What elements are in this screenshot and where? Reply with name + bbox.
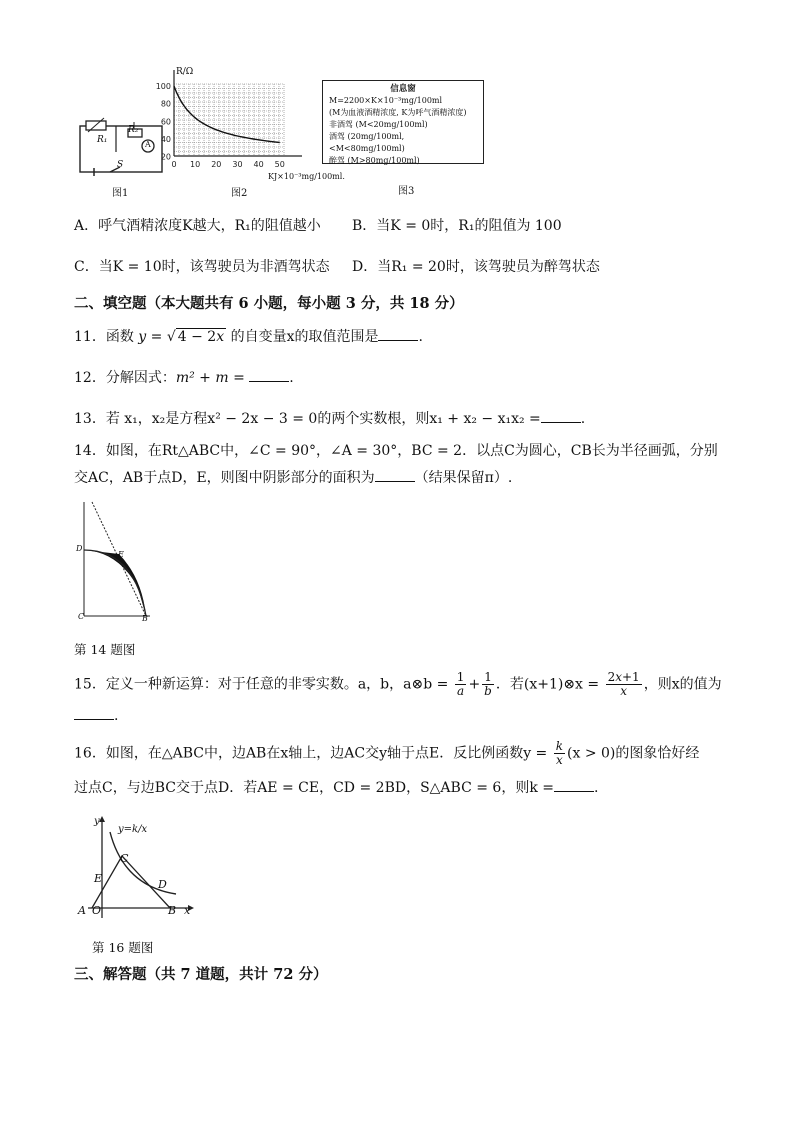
q15-end: . — [114, 708, 119, 724]
q14-label-d: D — [76, 544, 83, 553]
q16-label-func: y=k/x — [118, 824, 148, 835]
info-line: 非酒驾 (M<20mg/100ml) — [329, 120, 428, 129]
graph-ylabel: R/Ω — [176, 67, 194, 77]
section-answer-heading: 三、解答题（共 7 道题，共计 72 分） — [74, 966, 328, 983]
q16-end: . — [594, 780, 599, 796]
switch-label: S — [117, 160, 124, 170]
q14-label-b: B — [142, 614, 148, 623]
q16-text-end: (x > 0)的图象恰好经 — [567, 745, 700, 762]
question-15: 15．定义一种新运算：对于任意的非零实数。a，b，a⊗b = $\frac{1}{a}$ + $\frac{1}{b}$ ．若(x+1)⊗x = $\frac{2x+1}{x}$ ，则x的值为 — [74, 670, 722, 698]
answer-blank — [74, 706, 114, 720]
info-line: 酒驾 (20mg/100ml,<M<80mg/100ml) — [329, 132, 405, 153]
q14-label-c: C — [78, 612, 85, 621]
question-15-line2 — [74, 706, 118, 726]
answer-blank — [249, 368, 289, 382]
q16-label-d: D — [158, 878, 167, 891]
q16-label-y: y — [94, 816, 100, 827]
question-14-line1: 14．如图，在Rt△ABC中，∠C = 90°，∠A = 30°，BC = 2．以点C为圆心，CB长为半径画弧，分别 — [74, 443, 718, 459]
info-line: M=2200×K×10⁻³mg/100ml — [329, 96, 443, 105]
y-tick-label: 80 — [160, 99, 171, 109]
answer-blank — [541, 409, 581, 423]
info-line: 醉驾 (M>80mg/100ml) — [329, 156, 420, 165]
q15-prefix: 15．定义一种新运算：对于任意的非零实数。a，b，a⊗b = — [74, 676, 449, 693]
option-c: C．当K = 10时，该驾驶员为非酒驾状态 — [74, 259, 330, 275]
q12-end: . — [289, 370, 294, 386]
question-13 — [74, 409, 585, 429]
y-tick-label: 100 — [155, 82, 171, 91]
graph-xlabel: KJ×10⁻³mg/100ml. — [268, 172, 345, 181]
fig1-caption: 图1 — [112, 188, 129, 199]
q13-prefix: 13．若 — [74, 411, 120, 427]
y-tick-label: 40 — [160, 134, 171, 144]
question-14-line2 — [74, 468, 512, 488]
info-line: (M为血液酒精浓度, K为呼气酒精浓度) — [329, 108, 467, 117]
option-b: B．当K = 0时，R₁的阻值为 100 — [352, 218, 562, 234]
x-tick-label: 10 — [190, 160, 201, 169]
q16-label-b: B — [168, 904, 177, 917]
q15-text-end: ，则x的值为 — [643, 676, 722, 693]
q16-text: 16．如图，在△ABC中，边AB在x轴上，边AC交y轴于点E．反比例函数y = — [74, 745, 548, 762]
answer-blank — [375, 468, 415, 482]
q13-text: x₁，x₂是方程x² − 2x − 3 = 0的两个实数根，则x₁ + x₂ − x₁x₂ = — [124, 411, 541, 427]
option-d: D．当R₁ = 20时，该驾驶员为醉驾状态 — [352, 259, 600, 275]
x-tick-label: 50 — [274, 160, 285, 169]
question-12 — [74, 368, 294, 388]
q14-caption: 第 14 题图 — [74, 642, 136, 657]
q13-end: . — [580, 411, 586, 427]
section-fill-in-heading: 二、填空题（本大题共有 6 小题，每小题 3 分，共 18 分） — [74, 295, 464, 312]
q16-caption: 第 16 题图 — [92, 940, 154, 955]
info-title: 信息窗 — [390, 84, 416, 94]
q16-text-2: 过点C，与边BC交于点D．若AE = CE，CD = 2BD，S△ABC = 6，则k = — [74, 780, 555, 796]
x-tick-label: 20 — [211, 160, 222, 169]
q12-expression: m² + m = — [175, 370, 245, 386]
y-tick-label: 60 — [160, 117, 171, 127]
q14-end: （结果保留π）. — [414, 470, 513, 486]
fig3-caption: 图3 — [398, 186, 415, 197]
q12-prefix: 12．分解因式： — [74, 370, 176, 386]
info-window — [322, 80, 484, 164]
question-16-line1: 16．如图，在△ABC中，边AB在x轴上，边AC交y轴于点E．反比例函数y = $\frac{k}{x}$ (x > 0)的图象恰好经 — [74, 739, 700, 767]
q11-end: . — [418, 329, 423, 345]
q15-text: ．若(x+1)⊗x = — [495, 676, 600, 693]
x-tick-label: 30 — [232, 160, 243, 169]
q14-label-e: E — [118, 550, 124, 559]
answer-blank — [378, 327, 418, 341]
q14-text: 交AC，AB于点D，E，则图中阴影部分的面积为 — [74, 470, 375, 486]
question-11: 11．函数 y = √ 4 − 2x 的自变量x的取值范围是 . — [74, 329, 423, 345]
fig2-caption: 图2 — [231, 188, 248, 199]
q16-label-o: O — [92, 904, 102, 917]
r1-label: R₁ — [97, 135, 108, 145]
q16-label-e: E — [94, 872, 103, 885]
question-16-line2 — [74, 778, 598, 798]
r2-label: R₂ — [128, 125, 139, 135]
q16-label-c: C — [120, 852, 129, 865]
q11-text: 的自变量x的取值范围是 — [230, 329, 379, 345]
option-a: A．呼气酒精浓度K越大，R₁的阻值越小 — [74, 218, 321, 234]
y-tick-label: 20 — [160, 152, 171, 162]
x-tick-label: 0 — [171, 160, 177, 169]
q16-label-a: A — [78, 904, 86, 917]
q14-figure — [74, 498, 164, 626]
q16-label-x: x — [184, 904, 191, 917]
ammeter-label: A — [145, 140, 151, 149]
q11-prefix: 11．函数 — [74, 329, 134, 345]
x-tick-label: 40 — [253, 160, 264, 169]
answer-blank — [554, 778, 594, 792]
